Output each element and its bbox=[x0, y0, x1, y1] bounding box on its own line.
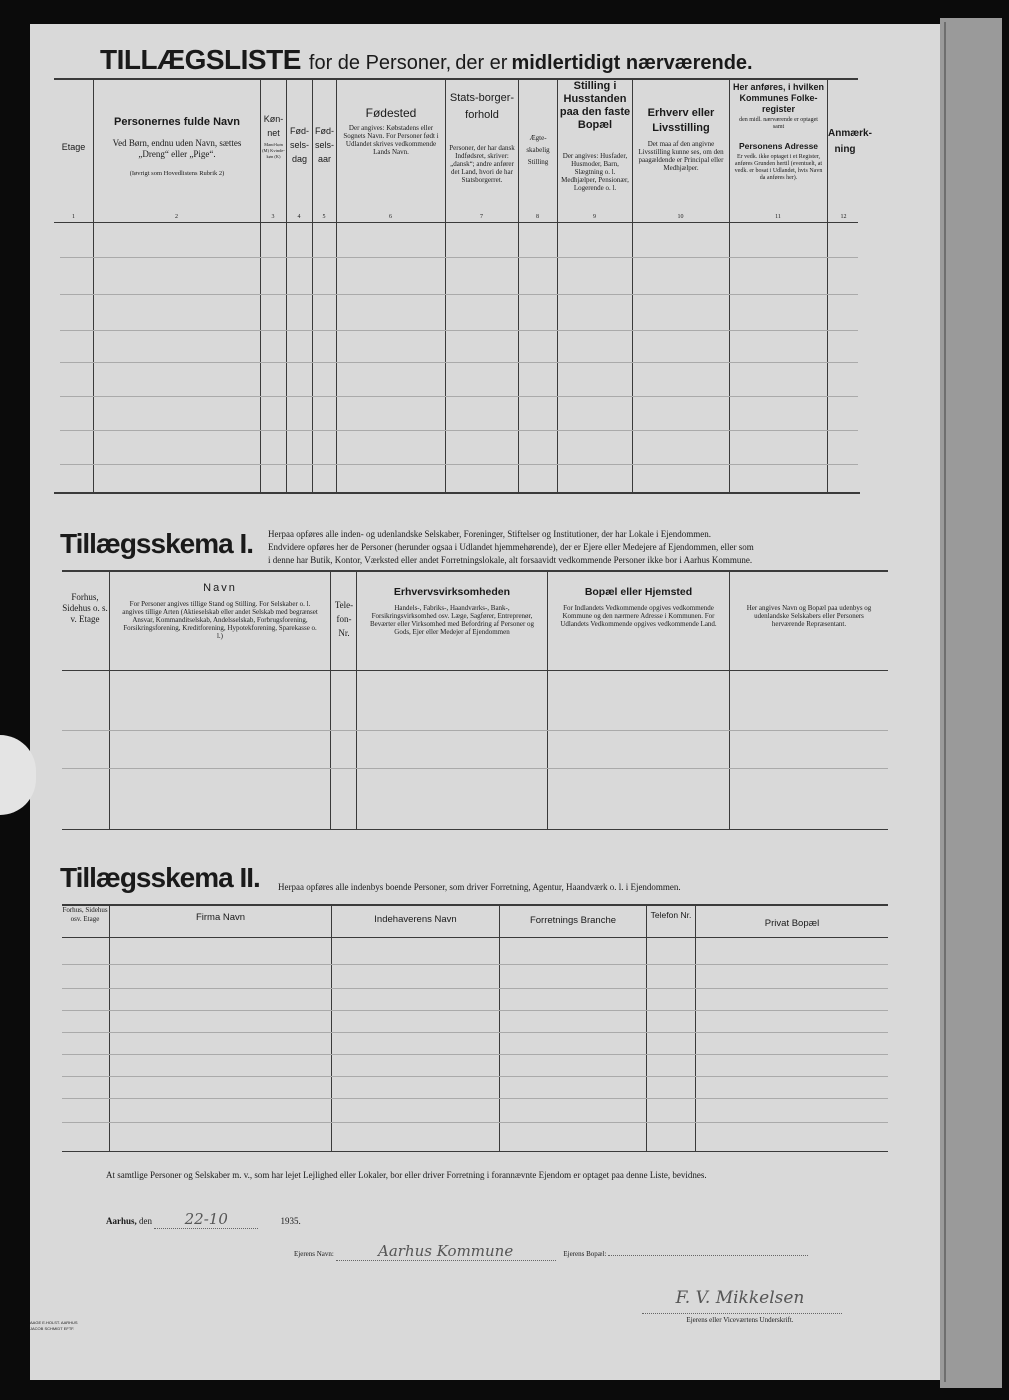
col-num-11: 11 bbox=[775, 214, 781, 220]
skema1-col-bopael: Bopæl eller Hjemsted bbox=[584, 586, 693, 598]
date-line bbox=[106, 1210, 506, 1229]
col-erhverv-sub: Det maa af den angivne Livsstilling kunne ses, om den paagældende er Principal eller Medhjælper. bbox=[638, 140, 724, 172]
col-navn-header: Personernes fulde Navn bbox=[114, 116, 240, 128]
skema2-col-bopael: Privat Bopæl bbox=[764, 918, 820, 929]
skema1-text1: Herpaa opføres alle inden- og udenlandske Selskaber, Foreninger, Stiftelser og Institutioner, der har Lokale i Ejendommen. bbox=[268, 529, 712, 539]
skema1-col-bopael-sub: For Indlandets Vedkommende opgives vedkommende Kommune og den nærmere Adresse i Kommunen. For Udlandets Vedkommende opgives vedkommende Land. bbox=[560, 604, 717, 628]
col-num-9: 9 bbox=[593, 214, 596, 220]
owner-address-field bbox=[608, 1255, 808, 1256]
den-label: den bbox=[139, 1216, 153, 1226]
col-aegteskab-header: Ægte-skabelig Stilling bbox=[526, 134, 550, 166]
skema2-col-branche: Forretnings Branche bbox=[529, 915, 617, 926]
col-navn-sub: Ved Børn, endnu uden Navn, sættes „Dreng“ eller „Pige“. bbox=[112, 138, 242, 159]
printer-mark: AAGE E.HOLST. AARHUS bbox=[30, 1320, 78, 1325]
col-num-10: 10 bbox=[677, 214, 684, 220]
printer-mark-2: JACOB SCHMIDT EFTF. bbox=[30, 1326, 75, 1331]
skema1-col-navn-sub: For Personer angives tillige Stand og Stilling. For Selskaber o. l. angives tillige Arten (Aktieselskab eller andet Selskab med begrænset Ansvar, Kommanditselskab, Andelsselskab, Forbrugsforening, Forsikringsforening, Kreditforening, Hypotekforening, Sparekasse o. l.) bbox=[122, 600, 318, 640]
skema2-col-etage: Forhus, Sidehus osv. Etage bbox=[62, 906, 108, 923]
skema2-title: Tillægsskema II. bbox=[60, 862, 260, 893]
col-num-8: 8 bbox=[536, 214, 539, 220]
col-folkeregister-sub: den midl. nærværende er optaget samt bbox=[739, 117, 818, 130]
signature-line bbox=[642, 1312, 842, 1314]
skema1-col-repraesentant: Her angives Navn og Bopæl paa udenbys og udenlandske Selskabers eller Personers herværende Repræsentant. bbox=[746, 604, 872, 628]
form-page bbox=[30, 24, 940, 1380]
skema2-col-indehaver: Indehaverens Navn bbox=[374, 914, 457, 925]
year-label: 1935. bbox=[280, 1216, 301, 1226]
col-koen-header: Køn-net bbox=[263, 114, 284, 138]
signature-handwritten: F. V. Mikkelsen bbox=[675, 1288, 805, 1308]
city-label: Aarhus, bbox=[106, 1216, 137, 1226]
skema2-text: Herpaa opføres alle indenbys boende Personer, som driver Forretning, Agentur, Haandværk o. l. i Ejendommen. bbox=[278, 882, 681, 892]
title-main: TILLÆGSLISTE bbox=[100, 44, 301, 75]
col-statsborger-sub: Personer, der har dansk Indfødsret, skriver: „dansk“; andre anfører det Land, hvori de har Statsborgerret. bbox=[449, 144, 515, 184]
owner-line bbox=[294, 1242, 894, 1261]
col-navn-note: (Iøvrigt som Hovedlistens Rubrik 2) bbox=[129, 170, 225, 177]
skema1-col-telefon: Tele-fon-Nr. bbox=[334, 600, 354, 638]
skema1-col-navn: Navn bbox=[203, 582, 237, 594]
col-adresse-header: Personens Adresse bbox=[738, 141, 819, 151]
declaration-text: At samtlige Personer og Selskaber m. v., som har lejet Lejlighed eller Lokaler, bor eller driver Forretning i forannævnte Ejendom er optaget paa denne Liste, bevidnes. bbox=[106, 1170, 707, 1180]
col-num-6: 6 bbox=[389, 214, 392, 220]
title-part2: der er bbox=[455, 52, 508, 74]
skema1-col-erhverv: Erhvervsvirksomheden bbox=[393, 586, 511, 598]
col-adresse-sub: Er vedk. ikke optaget i et Register, anføres Grunden hertil (eventuelt, at vedk. er bosat i Udlandet, hvis Navn da anføres her). bbox=[734, 154, 823, 181]
skema2-col-telefon: Telefon Nr. bbox=[650, 910, 692, 920]
signature-label: Ejerens eller Viceværtens Underskrift. bbox=[686, 1316, 794, 1324]
skema1-col-erhverv-sub: Handels-, Fabriks-, Haandværks-, Bank-, Forsikringsvirksomhed osv. Læge, Sagfører, Entreprenør, Beværter eller Virksomhed med Befordring af Personer og Gods, Ejer eller Medejer af Ejendommen bbox=[369, 604, 535, 636]
skema1-title: Tillægsskema I. bbox=[60, 528, 254, 559]
col-etage-header: Etage bbox=[61, 142, 86, 152]
title-part1: for de Personer, bbox=[308, 52, 452, 74]
page-fold-line bbox=[944, 22, 946, 1382]
col-folkeregister-header: Her anføres, i hvilken Kommunes Folke-register bbox=[732, 82, 825, 114]
col-stilling-header: Stilling i Husstanden paa den faste Bopæl bbox=[559, 80, 631, 131]
col-num-1: 1 bbox=[72, 214, 75, 220]
col-foedested-sub: Der angives: Købstadens eller Sognets Navn. For Personer født i Udlandet skrives vedkommende Lands Navn. bbox=[343, 124, 439, 156]
col-num-12: 12 bbox=[840, 214, 847, 220]
col-num-5: 5 bbox=[322, 214, 326, 220]
col-num-7: 7 bbox=[480, 214, 483, 220]
col-num-4: 4 bbox=[297, 214, 301, 220]
col-foedselsaar-header: Fød-sels-aar bbox=[314, 126, 334, 164]
col-statsborger-header: Stats-borger-forhold bbox=[449, 92, 515, 121]
col-koen-sub: Mand-køn (M) Kvinde-køn (K) bbox=[262, 142, 285, 159]
col-stilling-sub: Der angives: Husfader, Husmoder, Barn, Slægtning o. l. Medhjælper, Pensionær, Logerende o. l. bbox=[561, 152, 629, 192]
title-part3: midlertidigt nærværende. bbox=[511, 52, 753, 74]
skema1-col-etage: Forhus, Sidehus o. s. v. Etage bbox=[62, 592, 108, 624]
skema1-text3: i denne har Butik, Kontor, Værksted eller andet Forretningslokale, alt forsaavidt vedkommende Personer ikke bor i Aarhus Kommune. bbox=[268, 555, 753, 565]
col-num-3: 3 bbox=[271, 214, 275, 220]
skema1-text2: Endvidere opføres her de Personer (herunder ogsaa i Udlandet hjemmehørende), der er Ejere eller Medejere af Ejendommen, eller som bbox=[268, 542, 754, 552]
date-handwritten: 22-10 bbox=[154, 1210, 258, 1229]
adjacent-page-edge bbox=[940, 18, 1002, 1388]
owner-name-handwritten: Aarhus Kommune bbox=[336, 1242, 556, 1261]
col-anmaerkning-header: Anmærk-ning bbox=[828, 128, 872, 155]
skema2-col-firma: Firma Navn bbox=[195, 912, 246, 923]
col-erhverv-header: Erhverv eller Livsstilling bbox=[647, 107, 715, 134]
col-foedselsdag-header: Fød-sels-dag bbox=[289, 126, 309, 164]
col-foedested-header: Fødested bbox=[365, 106, 417, 120]
page-title bbox=[100, 44, 900, 74]
col-num-2: 2 bbox=[175, 214, 178, 220]
owner-name-label: Ejerens Navn: bbox=[294, 1250, 334, 1258]
owner-address-label: Ejerens Bopæl: bbox=[563, 1250, 607, 1258]
